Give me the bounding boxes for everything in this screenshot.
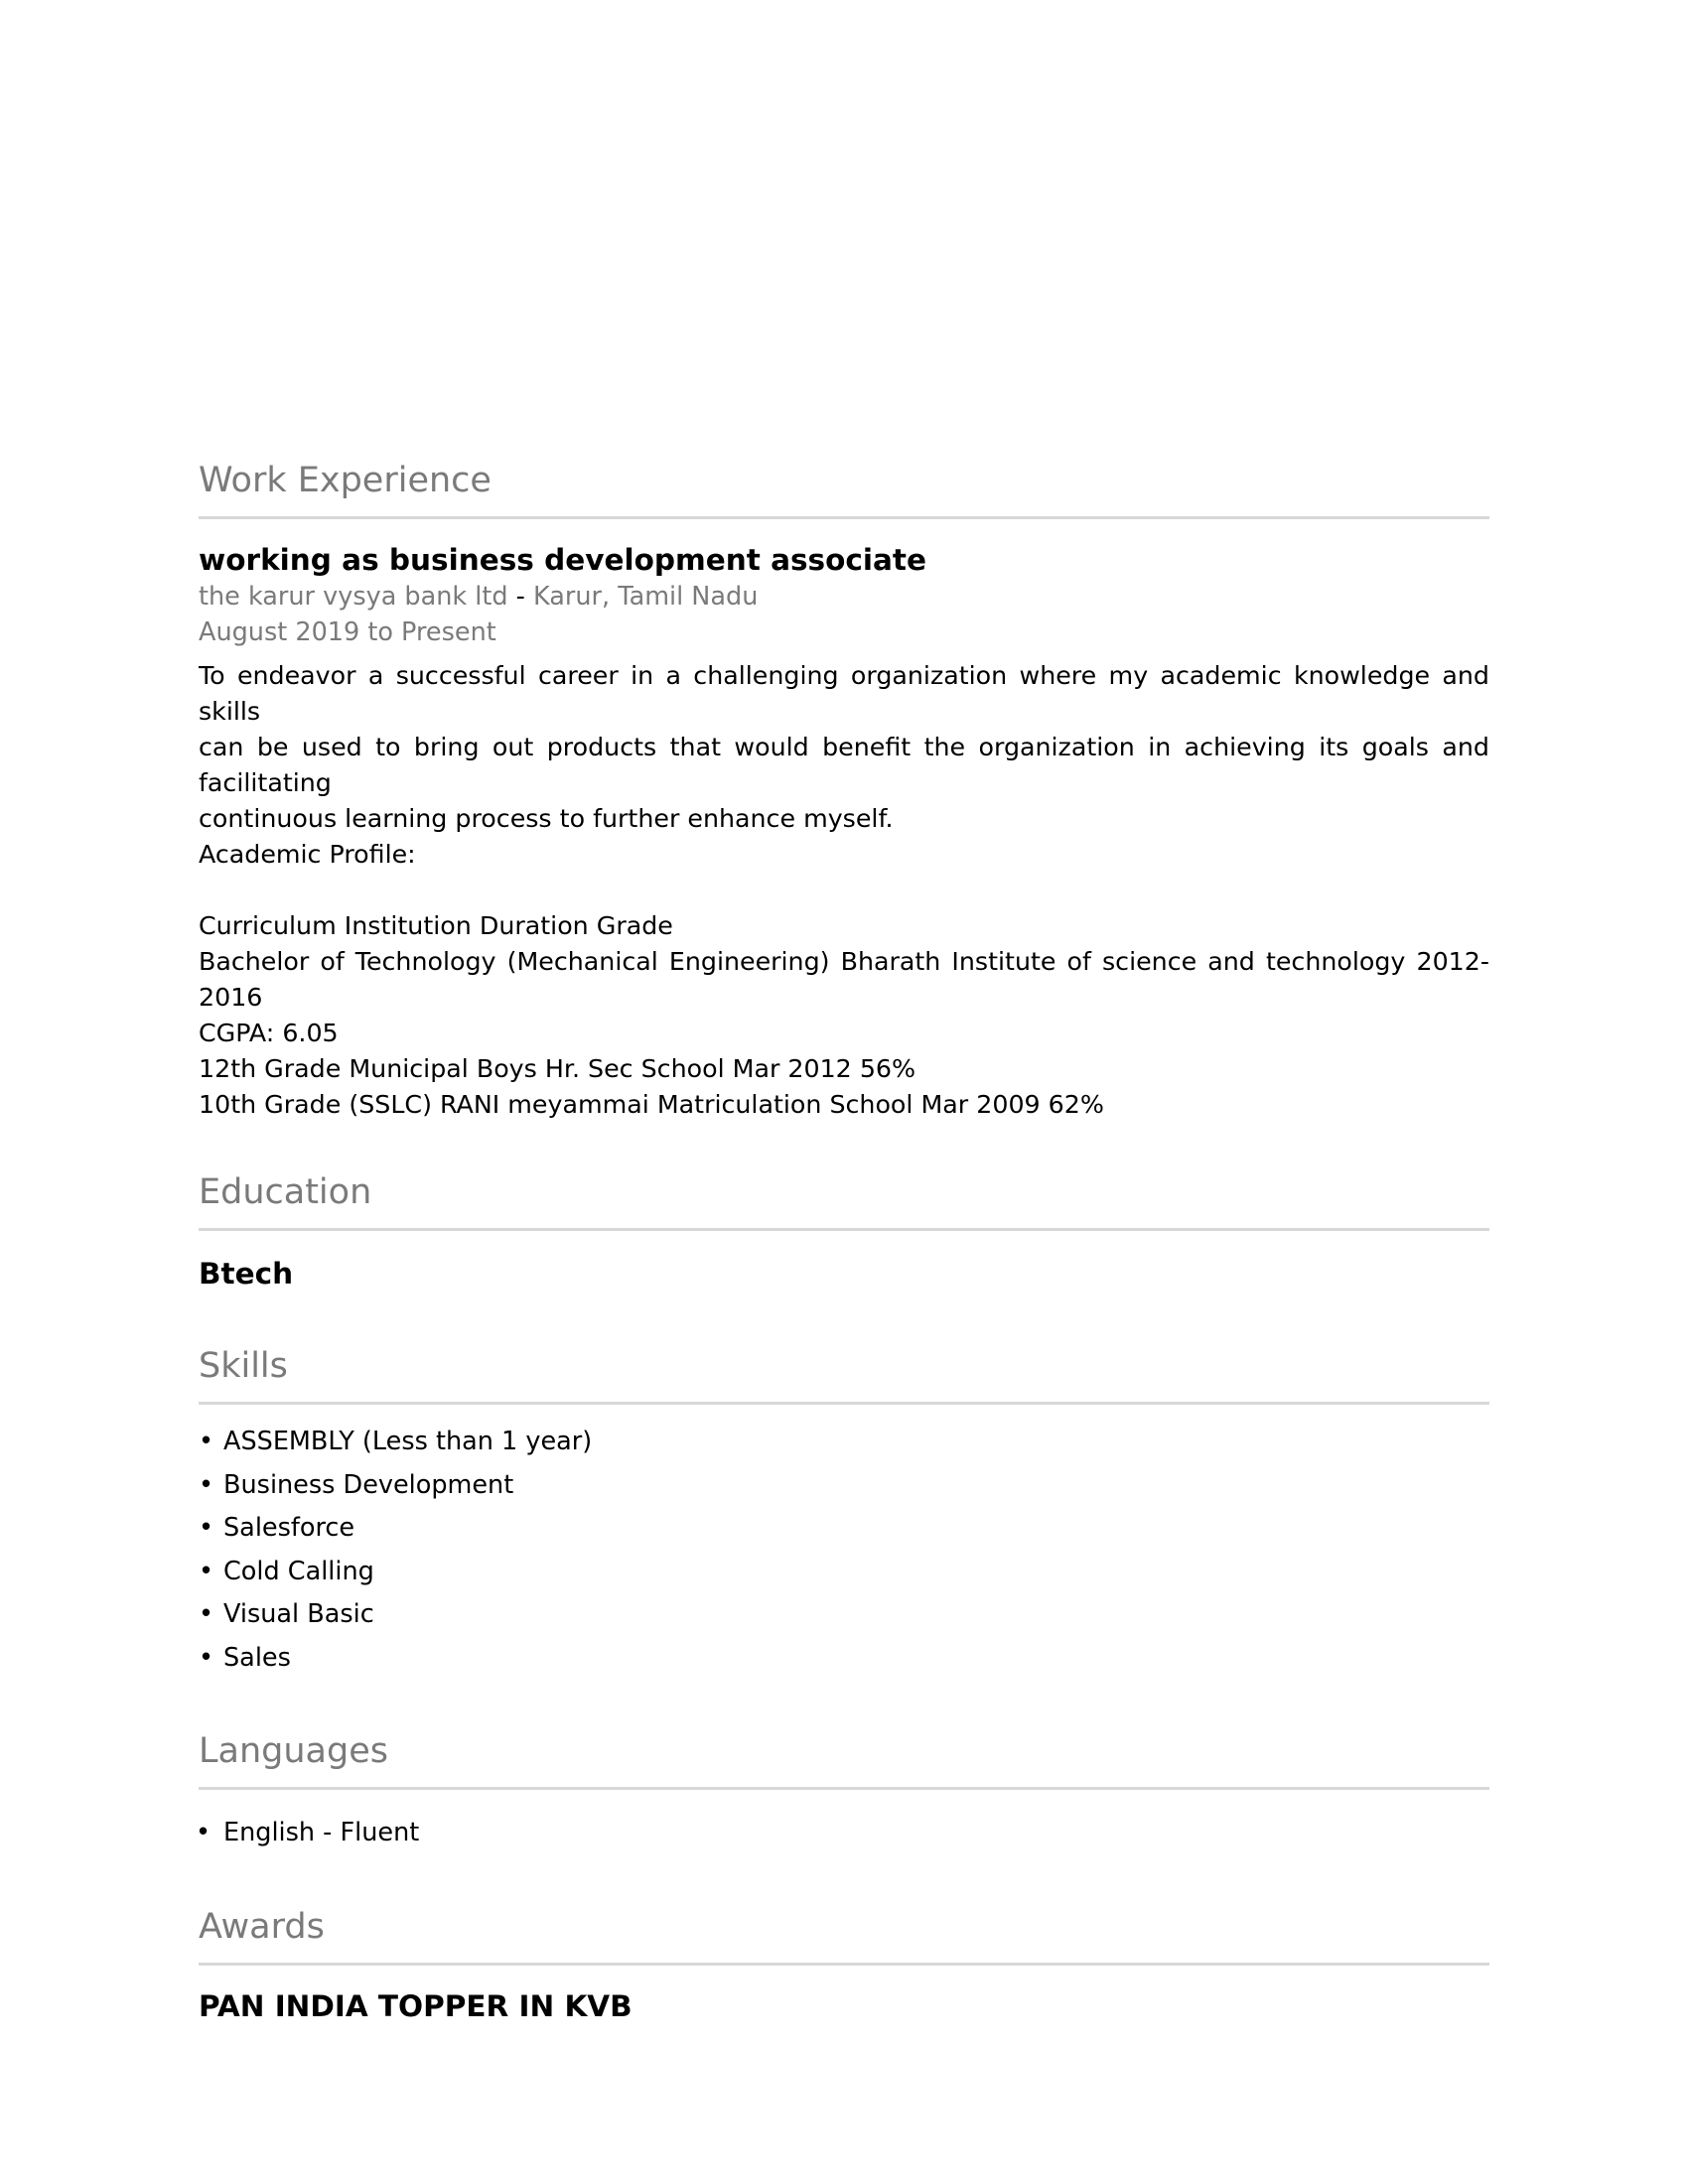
bullet-icon: • bbox=[199, 1427, 214, 1456]
list-item bbox=[199, 1421, 1489, 1464]
bullet-icon: • bbox=[199, 1469, 214, 1500]
description-line: Curriculum Institution Duration Grade bbox=[199, 911, 673, 940]
job-company: the karur vysya bank ltd bbox=[199, 582, 508, 612]
skill-label: Cold Calling bbox=[223, 1556, 374, 1586]
skill-label: Business Development bbox=[223, 1469, 514, 1500]
description-line: CGPA: 6.05 bbox=[199, 1019, 339, 1047]
section-divider bbox=[199, 1402, 1489, 1405]
list-item bbox=[199, 1637, 1489, 1681]
resume-page bbox=[196, 459, 1489, 2025]
section-heading-awards: Awards bbox=[199, 1906, 325, 1947]
description-line: Academic Profile: bbox=[199, 840, 416, 869]
language-label: English - Fluent bbox=[223, 1818, 420, 1847]
list-item bbox=[199, 1551, 1489, 1594]
description-line: continuous learning process to further enhance myself. bbox=[199, 804, 894, 833]
skill-label: Salesforce bbox=[223, 1513, 355, 1543]
section-heading-skills: Skills bbox=[199, 1346, 288, 1386]
work-experience-section bbox=[199, 459, 1489, 1123]
description-line: can be used to bring out products that would benefit the organization in achieving its goals and facilitating bbox=[199, 733, 1489, 797]
list-item bbox=[199, 1507, 1489, 1551]
section-divider bbox=[199, 1963, 1489, 1966]
bullet-icon: • bbox=[196, 1818, 211, 1847]
description-line: 10th Grade (SSLC) RANI meyammai Matriculation School Mar 2009 62% bbox=[199, 1090, 1104, 1119]
languages-section bbox=[196, 1729, 1489, 1855]
description-line: Bachelor of Technology (Mechanical Engineering) Bharath Institute of science and technology 2012-2016 bbox=[199, 947, 1489, 1012]
job-dates: August 2019 to Present bbox=[199, 617, 496, 647]
list-item bbox=[196, 1812, 1489, 1855]
skill-label: Sales bbox=[223, 1642, 291, 1673]
award-title: PAN INDIA TOPPER IN KVB bbox=[199, 1988, 633, 2023]
description-line: 12th Grade Municipal Boys Hr. Sec School Mar 2012 56% bbox=[199, 1054, 916, 1083]
job-title: working as business development associate bbox=[199, 543, 926, 577]
section-heading-work-experience: Work Experience bbox=[199, 461, 492, 500]
section-heading-languages: Languages bbox=[199, 1731, 388, 1771]
bullet-icon: • bbox=[199, 1513, 214, 1543]
bullet-icon: • bbox=[199, 1556, 214, 1586]
languages-list bbox=[196, 1812, 1489, 1855]
job-location: Karur, Tamil Nadu bbox=[532, 582, 759, 612]
section-divider bbox=[199, 516, 1489, 519]
list-item bbox=[199, 1593, 1489, 1637]
skill-label: ASSEMBLY (Less than 1 year) bbox=[223, 1427, 593, 1456]
job-description bbox=[199, 658, 1489, 1123]
company-location-separator: - bbox=[515, 582, 525, 612]
section-divider bbox=[199, 1787, 1489, 1790]
description-blank-line bbox=[199, 873, 1489, 908]
section-heading-education: Education bbox=[199, 1172, 372, 1212]
skills-list bbox=[199, 1421, 1489, 1680]
education-section bbox=[199, 1170, 1489, 1293]
education-degree: Btech bbox=[199, 1257, 294, 1291]
awards-section bbox=[199, 1905, 1489, 2025]
description-line: To endeavor a successful career in a challenging organization where my academic knowledge and skills bbox=[199, 661, 1489, 726]
bullet-icon: • bbox=[199, 1599, 214, 1629]
bullet-icon: • bbox=[199, 1642, 214, 1673]
list-item bbox=[199, 1464, 1489, 1508]
job-company-line bbox=[199, 579, 1489, 614]
skill-label: Visual Basic bbox=[223, 1599, 374, 1629]
section-divider bbox=[199, 1228, 1489, 1231]
skills-section bbox=[199, 1344, 1489, 1680]
